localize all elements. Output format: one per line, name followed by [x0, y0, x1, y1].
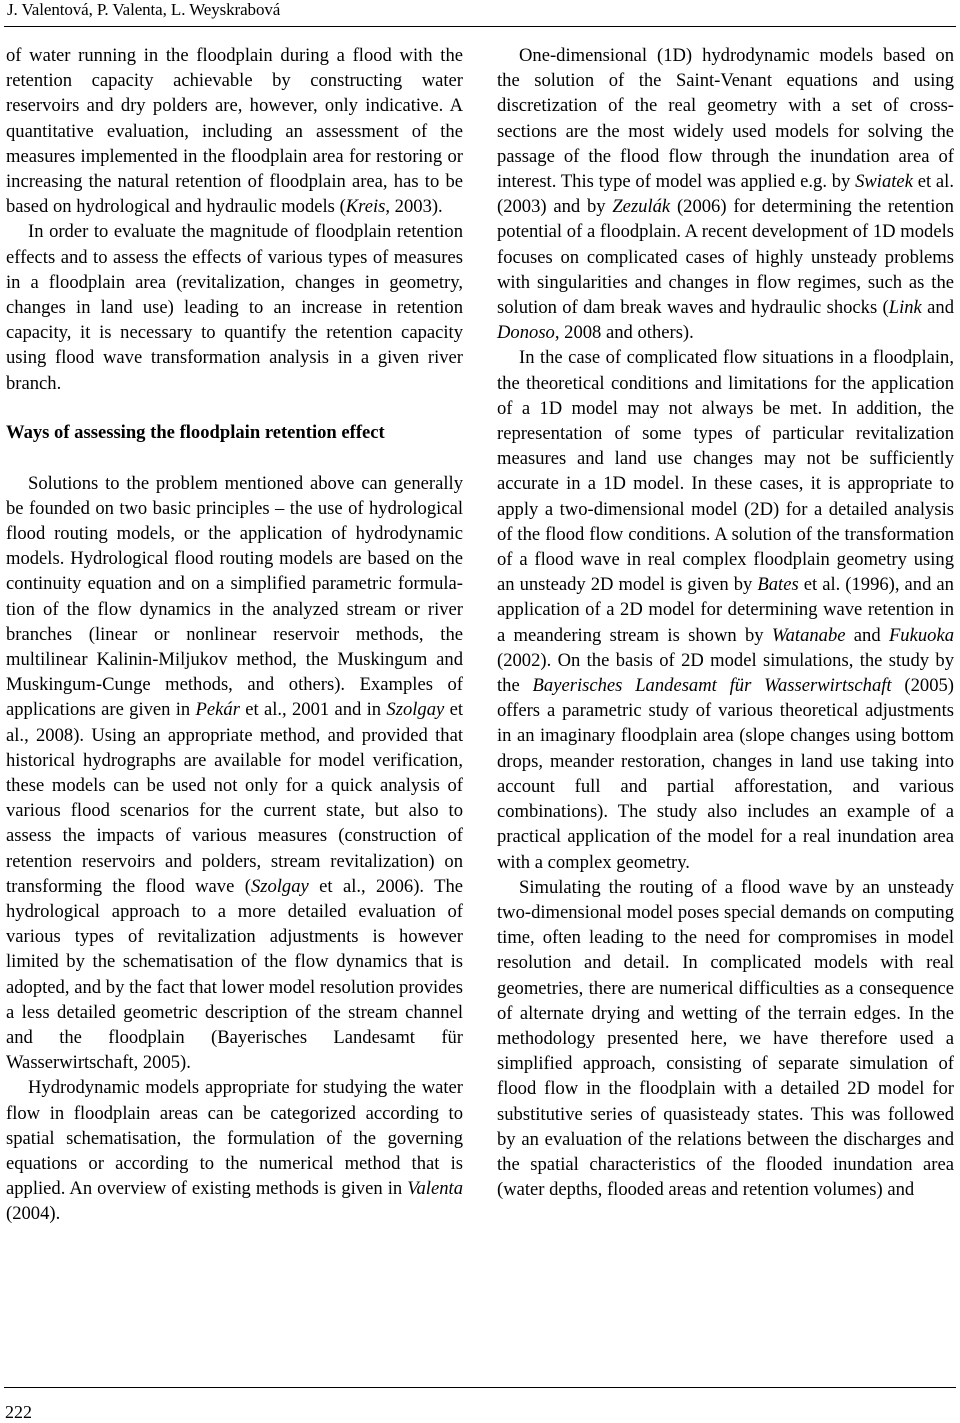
paragraph-text: (2006) for determining the retention potential of a floodplain. A recent development of 1D models focuses on complicated cases of highly unsteady problems with singularities and changes in flow regimes, such as the solution of dam break waves and hydraulic shocks (	[497, 196, 954, 319]
running-header: J. Valentová, P. Valenta, L. Weyskrabová	[7, 0, 281, 19]
paragraph-text: (2004).	[6, 1203, 61, 1225]
citation: Link	[888, 297, 922, 319]
citation: Szolgay	[386, 699, 445, 721]
paragraph-text: In the case of complicated flow situations in a floodplain, the theoretical conditions and limitations for the application of a 1D model may not always be met. In addition, the representation of some types of particular revitalization measures and land use changes may not be sufficiently accurate in a 1D model. In these cases, it is appropriate to apply a two-dimensional model (2D) for a detailed analysis of the flood flow conditions. A solution of the transformation of a flood wave in real complex floodplain geometry using an unsteady 2D model is given by	[497, 347, 954, 596]
paragraph-text: et al. (2003) and by	[497, 171, 954, 218]
paragraph-text: (2005) offers a parametric study of various theoretical adjustments in an imaginary floodplain area (slope changes using bottom drops, meander restoration, changes in land use taking into account full and partial afforestation, and various combinations). The study also includes an example of a practical application of the model for a real inundation area with a complex geometry.	[497, 675, 954, 873]
paragraph: Simulating the routing of a flood wave by an unsteady two-dimensional model poses special demands on computing time, often leading to the need for compromises in model resolution and detail. In complicated models with real geometries, there are numerical difficulties as a consequence of alternate drying and wetting of the terrain edges. In the methodology presented here, we have therefore used a simplified approach, consisting of separate simulation of flood flow in the floodplain with a detailed 2D model for substitutive series of quasisteady states. This was followed by an evaluation of the relations between the discharges and the spatial characteristics of the flooded inundation area (water depths, flooded areas and retention volumes) and	[497, 876, 954, 1201]
footer-rule	[4, 1387, 956, 1388]
page-number: 222	[5, 1402, 32, 1422]
citation: Pekár	[195, 699, 240, 721]
paragraph	[497, 43, 954, 345]
paragraph-text: and	[845, 624, 889, 646]
citation: Zezulák	[612, 196, 671, 218]
paragraph-text: et al., 2001 and in	[239, 699, 387, 721]
citation: Valenta	[407, 1178, 463, 1200]
right-column	[497, 43, 954, 1202]
paragraph-text: Solutions to the problem mentioned above can generally be founded on two basic principles – the use of hydrological flood routing models, or the application of hydrodynamic models. Hydrological flood routing models are based on the continuity equation and on a simplified parametric formulation of the flow dynamics in the analyzed stream or river branches (linear or nonlinear reservoir methods, the multilinear Kalinin-Miljukov method, the Muskingum and Muskingum-Cunge methods, and others). Examples of applications are given in	[6, 472, 463, 721]
citation: Bayerisches Landesamt für Wasserwirtschaft	[532, 675, 892, 697]
paragraph	[497, 345, 954, 874]
paragraph	[6, 43, 463, 219]
citation: Kreis	[345, 196, 386, 218]
citation: Donoso	[497, 322, 555, 344]
citation: Szolgay	[250, 875, 309, 897]
paragraph-text: of water running in the floodplain during a flood with the retention capacity achievable by constructing water reservoirs and dry polders are, however, only indicative. A quantitative evaluation, including an assessment of the measures implemented in the floodplain area for restoring or increasing the natural retention of floodplain area, has to be based on hydrological and hydraulic models (	[6, 45, 463, 218]
paragraph-text: One-dimensional (1D) hydrodynamic models based on the solution of the Saint-Venant equations and using discretization of the real geometry with a set of cross-sections are the most widely used models for solving the passage of the flood flow through the inundation area of interest. This type of model was applied e.g. by	[497, 45, 954, 193]
paragraph: In order to evaluate the magnitude of floodplain retention effects and to assess the effects of various types of measures in a floodplain area (revitalization, changes in geometry, changes in land use) leading to an increase in retention capacity, it is necessary to quantify the retention capacity using flood wave transformation analysis in a given river branch.	[6, 221, 463, 394]
citation: Swiatek	[855, 171, 913, 193]
paragraph-text: et al., 2008). Using an appropriate method, and provided that historical hydrographs are available for model verification, these models can be used not only for a quick analysis of various flood scenarios for the current state, but also to assess the impacts of various measures (construction of retention reservoirs and polders, stream revitalization) on transforming the flood wave (	[6, 699, 463, 897]
paragraph-text: et al., 2006). The hydrological approach to a more detailed evaluation of various types of revitalization adjustments is however limited by the schematisation of the flow dynamics that is adopted, and by the fact that lower model resolution provides a less detailed geometric description of the stream channel and the floodplain (Bayerisches Landesamt für Wasserwirtschaft, 2005).	[6, 875, 464, 1074]
paragraph-text: and	[921, 297, 954, 319]
paragraph	[6, 471, 463, 1076]
paragraph	[6, 1075, 463, 1226]
paragraph-text: , 2003).	[385, 196, 443, 218]
paragraph-text: , 2008 and others).	[554, 322, 694, 344]
header-rule	[4, 26, 956, 27]
paragraph-text: (2002). On the basis of 2D model simulations, the study by the	[497, 649, 954, 697]
citation: Watanabe	[771, 624, 846, 646]
citation: Bates	[757, 574, 799, 596]
section-heading: Ways of assessing the floodplain retention effect	[6, 421, 385, 443]
paragraph-text: Hydrodynamic models appropriate for studying the water flow in floodplain areas can be categorized according to spatial schematisation, the formulation of the governing equations or according to the numerical method that is applied. An overview of existing methods is given in	[6, 1077, 463, 1200]
left-column	[6, 43, 463, 1227]
citation: Fukuoka	[888, 624, 954, 646]
paragraph-text: et al. (1996), and an application of a 2D model for determining wave retention in a meandering stream is shown by	[497, 574, 954, 646]
